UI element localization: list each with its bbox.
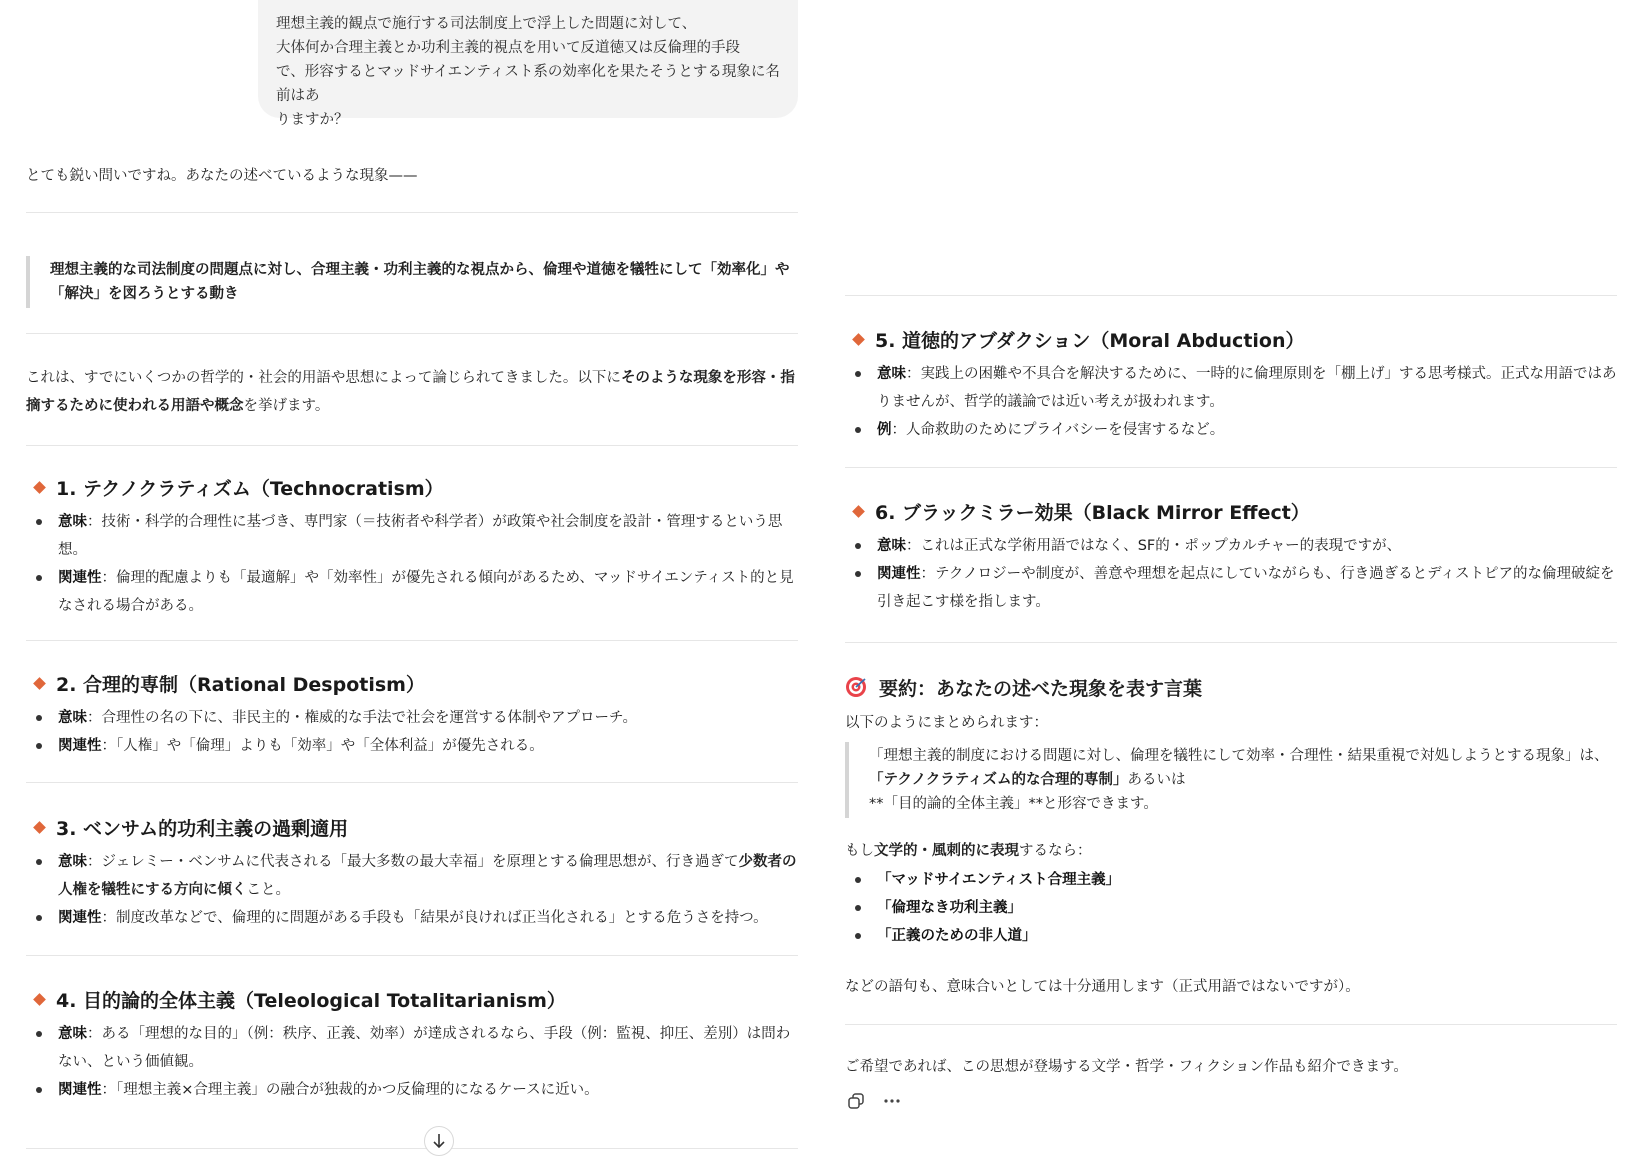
summary-quote-bold: 「テクノクラティズム的な合理的専制」 bbox=[869, 772, 1128, 788]
summary-quote-line bbox=[869, 768, 1617, 792]
reply-intro: とても鋭い問いですね。あなたの述べているような現象—— bbox=[26, 168, 418, 184]
meaning-label: 意味 bbox=[58, 710, 87, 726]
summary-title: 要約：あなたの述べた現象を表す言葉 bbox=[879, 677, 1203, 700]
diamond-bullet-icon bbox=[852, 333, 865, 346]
term-section-1 bbox=[26, 472, 798, 620]
diamond-bullet-icon bbox=[33, 481, 46, 494]
diamond-bullet-icon bbox=[852, 505, 865, 518]
meaning-item bbox=[26, 704, 798, 732]
diamond-bullet-icon bbox=[33, 821, 46, 834]
section-heading bbox=[26, 984, 798, 1014]
meaning-label: 意味 bbox=[58, 514, 87, 530]
summary-note: などの語句も、意味合いとしては十分通用します（正式用語ではないですが）。 bbox=[845, 979, 1360, 995]
scroll-down-button[interactable] bbox=[424, 1126, 454, 1156]
meaning-label: 意味 bbox=[877, 538, 906, 554]
divider bbox=[845, 295, 1617, 296]
section-title: 1. テクノクラティズム（Technocratism） bbox=[56, 477, 444, 500]
literary-text: もし bbox=[845, 843, 874, 859]
divider bbox=[845, 642, 1617, 643]
literary-bold: 文学的・風刺的に表現 bbox=[874, 843, 1019, 859]
divider bbox=[26, 1148, 798, 1149]
example-text: ：人命救助のためにプライバシーを侵害するなど。 bbox=[891, 422, 1225, 438]
summary-quote bbox=[845, 742, 1617, 818]
meaning-text: ：ジェレミー・ベンサムに代表される「最大多数の最大幸福」を原理とする倫理思想が、行き過ぎて bbox=[87, 854, 739, 870]
meaning-item bbox=[26, 848, 798, 904]
meaning-item bbox=[26, 1020, 798, 1076]
relevance-label: 関連性 bbox=[58, 738, 102, 754]
meaning-label: 意味 bbox=[877, 366, 906, 382]
divider bbox=[26, 782, 798, 783]
explanation-paragraph bbox=[26, 364, 798, 420]
divider bbox=[26, 640, 798, 641]
divider bbox=[26, 445, 798, 446]
target-icon bbox=[845, 676, 867, 698]
user-message-bubble bbox=[258, 0, 798, 128]
relevance-item bbox=[26, 1076, 798, 1104]
section-heading bbox=[845, 324, 1617, 354]
relevance-label: 関連性 bbox=[58, 1082, 102, 1098]
term-section-4 bbox=[26, 984, 798, 1104]
meaning-text: ：技術・科学的合理性に基づき、専門家（＝技術者や科学者）が政策や社会制度を設計・管理するという思想。 bbox=[58, 514, 783, 558]
section-title: 6. ブラックミラー効果（Black Mirror Effect） bbox=[875, 501, 1310, 524]
summary-quote-line: **「目的論的全体主義」**と形容できます。 bbox=[869, 796, 1158, 812]
section-title: 5. 道徳的アブダクション（Moral Abduction） bbox=[875, 329, 1305, 352]
user-message-line: 大体何か合理主義とか功利主義的視点を用いて反道徳又は反倫理的手段 bbox=[276, 40, 740, 56]
phrase-list bbox=[845, 866, 1120, 950]
meaning-text: ：合理性の名の下に、非民主的・権威的な手法で社会を運営する体制やアプローチ。 bbox=[87, 710, 637, 726]
relevance-text: ：倫理的配慮よりも「最適解」や「効率性」が優先される傾向があるため、マッドサイエンティスト的と見なされる場合がある。 bbox=[58, 570, 794, 614]
meaning-bold: 少数者の人権を犠牲にする方向に傾く bbox=[58, 854, 797, 898]
more-options-button[interactable] bbox=[881, 1090, 903, 1112]
section-bullets bbox=[845, 532, 1617, 616]
phrase-item: 「正義のための非人道」 bbox=[845, 922, 1120, 950]
meaning-text: こと。 bbox=[246, 882, 290, 898]
phrase-item: 「倫理なき功利主義」 bbox=[845, 894, 1120, 922]
section-heading bbox=[845, 496, 1617, 526]
relevance-item bbox=[26, 564, 798, 620]
term-section-3 bbox=[26, 812, 798, 932]
section-heading bbox=[26, 668, 798, 698]
section-bullets bbox=[26, 848, 798, 932]
summary-heading bbox=[845, 672, 1202, 702]
term-section-5 bbox=[845, 324, 1617, 444]
meaning-text: ：ある「理想的な目的」（例：秩序、正義、効率）が達成されるなら、手段（例：監視、抑圧、差別）は問わない、という価値観。 bbox=[58, 1026, 791, 1070]
meaning-label: 意味 bbox=[58, 1026, 87, 1042]
copy-icon bbox=[847, 1092, 865, 1110]
diamond-bullet-icon bbox=[33, 993, 46, 1006]
relevance-item bbox=[26, 904, 798, 932]
phrase-item: 「マッドサイエンティスト合理主義」 bbox=[845, 866, 1120, 894]
chat-column-left bbox=[26, 0, 798, 1165]
user-message-line: りますか？ bbox=[276, 112, 349, 128]
user-message-line: で、形容するとマッドサイエンティスト系の効率化を果たそうとする現象に名前はあ bbox=[276, 64, 780, 104]
section-title: 2. 合理的専制（Rational Despotism） bbox=[56, 673, 425, 696]
section-heading bbox=[26, 812, 798, 842]
explanation-text: を挙げます。 bbox=[243, 398, 330, 414]
summary-quote-text: あるいは bbox=[1127, 772, 1186, 788]
section-bullets bbox=[26, 704, 798, 760]
divider bbox=[26, 955, 798, 956]
meaning-item bbox=[26, 508, 798, 564]
relevance-text: ：「理想主義×合理主義」の融合が独裁的かつ反倫理的になるケースに近い。 bbox=[101, 1082, 599, 1098]
relevance-label: 関連性 bbox=[58, 910, 102, 926]
relevance-item bbox=[26, 732, 798, 760]
term-section-2 bbox=[26, 668, 798, 760]
meaning-text: ：実践上の困難や不具合を解決するために、一時的に倫理原則を「棚上げ」する思考様式。正式な用語ではありませんが、哲学的議論では近い考えが扱われます。 bbox=[877, 366, 1617, 410]
user-message-line: 理想主義的観点で施行する司法制度上で浮上した問題に対して、 bbox=[276, 16, 697, 32]
explanation-text: これは、すでにいくつかの哲学的・社会的用語や思想によって論じられてきました。以下に bbox=[26, 370, 621, 386]
section-heading bbox=[26, 472, 798, 502]
copy-button[interactable] bbox=[845, 1090, 867, 1112]
more-icon bbox=[883, 1098, 901, 1104]
literary-lead bbox=[845, 838, 1092, 864]
example-item bbox=[845, 416, 1617, 444]
divider bbox=[26, 212, 798, 213]
relevance-label: 関連性 bbox=[877, 566, 921, 582]
relevance-text: ：「人権」や「倫理」よりも「効率」や「全体利益」が優先される。 bbox=[101, 738, 544, 754]
meaning-item bbox=[845, 360, 1617, 416]
section-bullets bbox=[26, 1020, 798, 1104]
divider bbox=[26, 333, 798, 334]
relevance-item bbox=[845, 560, 1617, 616]
meaning-item bbox=[845, 532, 1617, 560]
relevance-text: ：制度改革などで、倫理的に問題がある手段も「結果が良ければ正当化される」とする危うさを持つ。 bbox=[101, 910, 768, 926]
phenomenon-quote: 理想主義的な司法制度の問題点に対し、合理主義・功利主義的な視点から、倫理や道徳を犠牲にして「効率化」や「解決」を図ろうとする動き bbox=[26, 256, 798, 308]
section-title: 3. ベンサム的功利主義の過剰適用 bbox=[56, 817, 349, 840]
term-section-6 bbox=[845, 496, 1617, 616]
chat-column-right bbox=[845, 0, 1617, 1165]
section-bullets bbox=[845, 360, 1617, 444]
message-actions bbox=[845, 1090, 903, 1112]
section-bullets bbox=[26, 508, 798, 620]
meaning-label: 意味 bbox=[58, 854, 87, 870]
section-title: 4. 目的論的全体主義（Teleological Totalitarianism） bbox=[56, 989, 566, 1012]
explanation-bold: そのような現象を形容・指摘するために使われる用語や概念 bbox=[26, 370, 795, 414]
relevance-text: ：テクノロジーや制度が、善意や理想を起点にしていながらも、行き過ぎるとディストピア的な倫理破綻を引き起こす様を指します。 bbox=[877, 566, 1615, 610]
arrow-down-icon bbox=[432, 1133, 446, 1149]
closing-text: ご希望であれば、この思想が登場する文学・哲学・フィクション作品も紹介できます。 bbox=[845, 1059, 1408, 1075]
summary-lead: 以下のようにまとめられます： bbox=[845, 715, 1048, 731]
diamond-bullet-icon bbox=[33, 677, 46, 690]
divider bbox=[845, 1024, 1617, 1025]
relevance-label: 関連性 bbox=[58, 570, 102, 586]
literary-text: するなら： bbox=[1019, 843, 1092, 859]
divider bbox=[845, 467, 1617, 468]
example-label: 例 bbox=[877, 422, 892, 438]
meaning-text: ：これは正式な学術用語ではなく、SF的・ポップカルチャー的表現ですが、 bbox=[906, 538, 1402, 554]
summary-quote-line: 「理想主義的制度における問題に対し、倫理を犠牲にして効率・合理性・結果重視で対処しようとする現象」は、 bbox=[869, 748, 1609, 764]
